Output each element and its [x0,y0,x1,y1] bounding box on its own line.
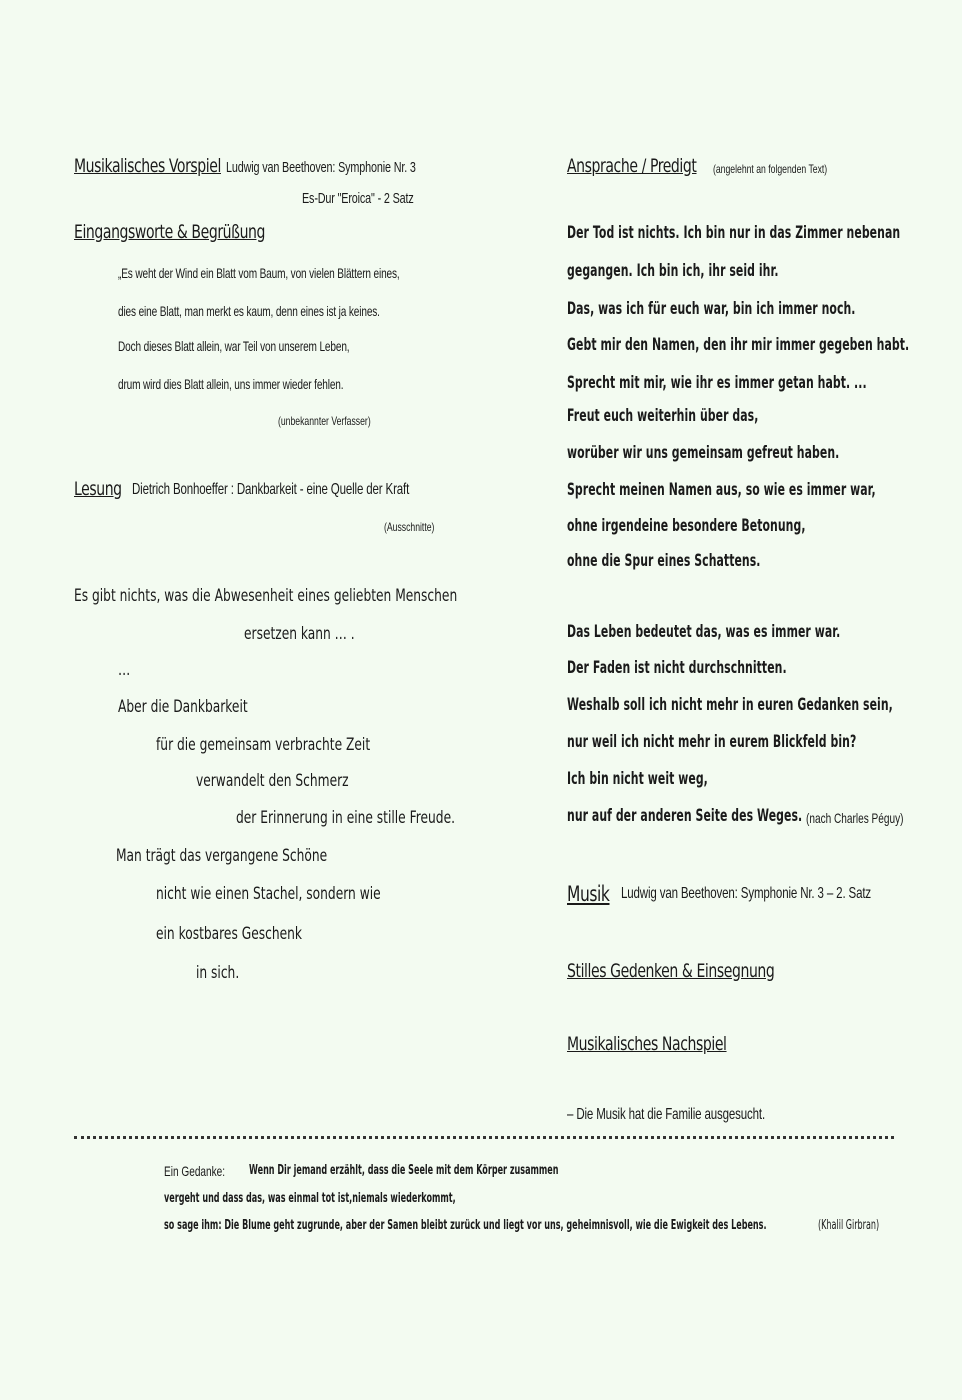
text-line-8: Sprecht meinen Namen aus, so wie es immer war, [567,480,876,499]
musik-heading: Musik [567,882,610,906]
eingangsworte-heading: Eingangsworte & Begrüßung [74,221,266,243]
poem-line-3: Doch dieses Blatt allein, war Teil von unserem Leben, [118,338,350,354]
reading-line-6: verwandelt den Schmerz [196,771,349,791]
text-line-13: Weshalb soll ich nicht mehr in euren Gedanken sein, [567,695,893,714]
text-line-6: Freut euch weiterhin über das, [567,406,759,425]
footer-line-1: Wenn Dir jemand erzählt, dass die Seele mit dem Körper zusammen [249,1163,559,1178]
reading-line-11: in sich. [196,963,240,983]
text-line-2: gegangen. Ich bin ich, ihr seid ihr. [567,261,779,280]
text-line-4: Gebt mir den Namen, den ihr mir immer gegeben habt. [567,335,910,354]
text-attribution: (nach Charles Péguy) [806,810,904,826]
footer-label: Ein Gedanke: [164,1163,226,1179]
reading-line-8: Man trägt das vergangene Schöne [116,846,328,866]
text-line-11: Das Leben bedeutet das, was es immer war. [567,622,841,641]
ansprache-heading: Ansprache / Predigt [567,155,697,177]
text-line-10: ohne die Spur eines Schattens. [567,551,761,570]
footer-line-3: so sage ihm: Die Blume geht zugrunde, aber der Samen bleibt zurück und liegt vor uns, geheimnisvoll, wie die Ewigkeit des Lebens. [164,1218,767,1233]
lesung-heading: Lesung [74,478,122,500]
vorspiel-info-line2: Es-Dur "Eroica" - 2 Satz [302,190,414,207]
footer-line-2: vergeht und dass das, was einmal tot ist,niemals wiederkommt, [164,1191,456,1206]
text-line-16: nur auf der anderen Seite des Weges. [567,806,803,825]
reading-line-7: der Erinnerung in eine stille Freude. [236,808,456,828]
text-line-14: nur weil ich nicht mehr in eurem Blickfeld bin? [567,732,857,751]
text-line-15: Ich bin nicht weit weg, [567,769,708,788]
text-line-5: Sprecht mit mir, wie ihr es immer getan habt. ... [567,373,867,392]
lesung-info: Dietrich Bonhoeffer : Dankbarkeit - eine Quelle der Kraft [132,481,410,498]
nachspiel-heading: Musikalisches Nachspiel [567,1033,727,1055]
text-line-3: Das, was ich für euch war, bin ich immer noch. [567,299,856,318]
text-line-12: Der Faden ist nicht durchschnitten. [567,658,787,677]
reading-line-2: ersetzen kann … . [244,624,355,644]
reading-line-5: für die gemeinsam verbrachte Zeit [156,735,371,755]
reading-line-10: ein kostbares Geschenk [156,924,302,944]
reading-line-3: … [118,660,131,680]
text-line-1: Der Tod ist nichts. Ich bin nur in das Zimmer nebenan [567,223,901,242]
vorspiel-heading: Musikalisches Vorspiel [74,155,221,177]
reading-line-4: Aber die Dankbarkeit [118,697,248,717]
poem-line-4: drum wird dies Blatt allein, uns immer wieder fehlen. [118,376,344,392]
music-note: – Die Musik hat die Familie ausgesucht. [567,1106,765,1123]
poem-author: (unbekannter Verfasser) [278,414,371,428]
poem-line-1: „Es weht der Wind ein Blatt vom Baum, von vielen Blättern eines, [118,265,400,281]
text-line-7: worüber wir uns gemeinsam gefreut haben. [567,443,840,462]
dotted-divider [74,1136,894,1139]
poem-line-2: dies eine Blatt, man merkt es kaum, denn eines ist ja keines. [118,303,380,319]
footer-author: (Khalil Girbran) [818,1218,880,1233]
musik-info: Ludwig van Beethoven: Symphonie Nr. 3 – 2. Satz [621,885,872,902]
reading-line-1: Es gibt nichts, was die Abwesenheit eines geliebten Menschen [74,586,458,606]
ansprache-note: (angelehnt an folgenden Text) [713,162,828,176]
reading-line-9: nicht wie einen Stachel, sondern wie [156,884,381,904]
vorspiel-info-line1: Ludwig van Beethoven: Symphonie Nr. 3 [226,159,416,176]
lesung-note: (Ausschnitte) [384,520,435,534]
gedenken-heading: Stilles Gedenken & Einsegnung [567,960,775,982]
text-line-9: ohne irgendeine besondere Betonung, [567,516,806,535]
